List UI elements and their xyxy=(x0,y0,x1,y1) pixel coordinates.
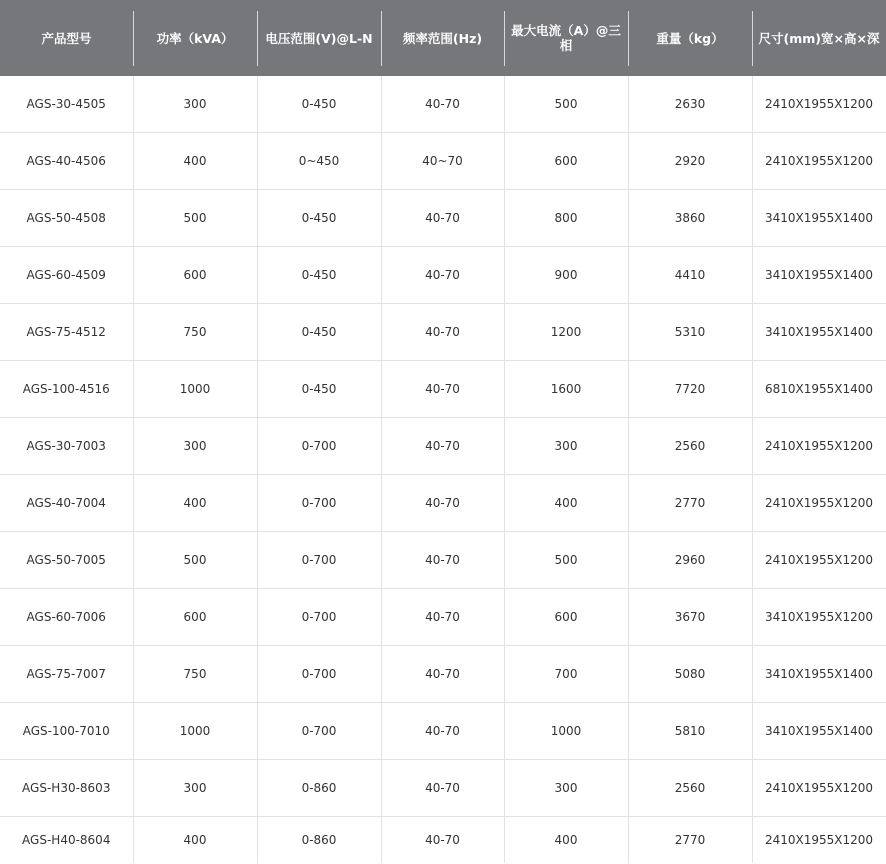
cell-max-current: 300 xyxy=(504,418,628,475)
cell-voltage-range: 0-450 xyxy=(257,304,381,361)
cell-dimensions: 2410X1955X1200 xyxy=(752,532,886,589)
cell-weight: 2630 xyxy=(628,76,752,133)
header-dimensions: 尺寸(mm)宽×高×深 xyxy=(752,1,886,76)
cell-power: 500 xyxy=(133,532,257,589)
cell-max-current: 500 xyxy=(504,76,628,133)
cell-max-current: 400 xyxy=(504,475,628,532)
cell-voltage-range: 0-450 xyxy=(257,247,381,304)
header-row xyxy=(0,1,886,76)
cell-dimensions: 2410X1955X1200 xyxy=(752,133,886,190)
cell-voltage-range: 0-700 xyxy=(257,475,381,532)
cell-model: AGS-75-7007 xyxy=(0,646,133,703)
cell-model: AGS-H30-8603 xyxy=(0,760,133,817)
table-row xyxy=(0,133,886,190)
header-power: 功率（kVA） xyxy=(133,1,257,76)
cell-power: 400 xyxy=(133,475,257,532)
cell-dimensions: 3410X1955X1400 xyxy=(752,247,886,304)
cell-model: AGS-30-7003 xyxy=(0,418,133,475)
cell-frequency-range: 40-70 xyxy=(381,589,504,646)
table-row xyxy=(0,703,886,760)
cell-model: AGS-H40-8604 xyxy=(0,817,133,863)
cell-voltage-range: 0-700 xyxy=(257,589,381,646)
table-row xyxy=(0,304,886,361)
cell-model: AGS-75-4512 xyxy=(0,304,133,361)
header-max-current: 最大电流（A）@三相 xyxy=(504,1,628,76)
cell-weight: 2560 xyxy=(628,418,752,475)
cell-max-current: 600 xyxy=(504,133,628,190)
table-row xyxy=(0,817,886,863)
cell-max-current: 300 xyxy=(504,760,628,817)
cell-frequency-range: 40-70 xyxy=(381,475,504,532)
table-row xyxy=(0,418,886,475)
cell-model: AGS-50-4508 xyxy=(0,190,133,247)
cell-model: AGS-50-7005 xyxy=(0,532,133,589)
cell-voltage-range: 0-450 xyxy=(257,190,381,247)
table-row xyxy=(0,589,886,646)
cell-weight: 5310 xyxy=(628,304,752,361)
cell-dimensions: 2410X1955X1200 xyxy=(752,760,886,817)
cell-dimensions: 3410X1955X1200 xyxy=(752,589,886,646)
cell-frequency-range: 40-70 xyxy=(381,703,504,760)
cell-frequency-range: 40-70 xyxy=(381,418,504,475)
cell-weight: 2920 xyxy=(628,133,752,190)
cell-dimensions: 6810X1955X1400 xyxy=(752,361,886,418)
cell-dimensions: 2410X1955X1200 xyxy=(752,817,886,863)
cell-power: 1000 xyxy=(133,703,257,760)
cell-frequency-range: 40-70 xyxy=(381,247,504,304)
cell-power: 750 xyxy=(133,304,257,361)
cell-voltage-range: 0~450 xyxy=(257,133,381,190)
cell-weight: 7720 xyxy=(628,361,752,418)
cell-frequency-range: 40-70 xyxy=(381,76,504,133)
cell-power: 600 xyxy=(133,247,257,304)
cell-max-current: 600 xyxy=(504,589,628,646)
cell-frequency-range: 40-70 xyxy=(381,646,504,703)
cell-frequency-range: 40-70 xyxy=(381,760,504,817)
cell-frequency-range: 40-70 xyxy=(381,817,504,863)
cell-model: AGS-40-4506 xyxy=(0,133,133,190)
cell-voltage-range: 0-860 xyxy=(257,760,381,817)
cell-dimensions: 2410X1955X1200 xyxy=(752,76,886,133)
table-row xyxy=(0,532,886,589)
header-model: 产品型号 xyxy=(0,1,133,76)
cell-weight: 3670 xyxy=(628,589,752,646)
cell-frequency-range: 40-70 xyxy=(381,532,504,589)
header-frequency-range: 频率范围(Hz) xyxy=(381,1,504,76)
cell-voltage-range: 0-450 xyxy=(257,361,381,418)
table-row xyxy=(0,247,886,304)
cell-model: AGS-100-7010 xyxy=(0,703,133,760)
cell-voltage-range: 0-700 xyxy=(257,418,381,475)
cell-power: 500 xyxy=(133,190,257,247)
cell-voltage-range: 0-700 xyxy=(257,646,381,703)
cell-power: 600 xyxy=(133,589,257,646)
cell-dimensions: 2410X1955X1200 xyxy=(752,475,886,532)
cell-model: AGS-40-7004 xyxy=(0,475,133,532)
cell-voltage-range: 0-700 xyxy=(257,703,381,760)
table-row xyxy=(0,361,886,418)
table-row xyxy=(0,76,886,133)
cell-voltage-range: 0-450 xyxy=(257,76,381,133)
cell-dimensions: 3410X1955X1400 xyxy=(752,190,886,247)
header-weight: 重量（kg） xyxy=(628,1,752,76)
cell-weight: 2770 xyxy=(628,817,752,863)
header-voltage-range: 电压范围(V)@L-N xyxy=(257,1,381,76)
cell-max-current: 800 xyxy=(504,190,628,247)
cell-dimensions: 3410X1955X1400 xyxy=(752,304,886,361)
cell-power: 400 xyxy=(133,817,257,863)
cell-model: AGS-60-7006 xyxy=(0,589,133,646)
table-row xyxy=(0,760,886,817)
cell-power: 750 xyxy=(133,646,257,703)
cell-power: 300 xyxy=(133,418,257,475)
table-header xyxy=(0,1,886,76)
cell-weight: 3860 xyxy=(628,190,752,247)
cell-weight: 5080 xyxy=(628,646,752,703)
cell-max-current: 500 xyxy=(504,532,628,589)
cell-model: AGS-60-4509 xyxy=(0,247,133,304)
cell-frequency-range: 40-70 xyxy=(381,361,504,418)
table-row xyxy=(0,475,886,532)
cell-power: 300 xyxy=(133,760,257,817)
cell-weight: 2960 xyxy=(628,532,752,589)
table-row xyxy=(0,646,886,703)
cell-dimensions: 2410X1955X1200 xyxy=(752,418,886,475)
cell-max-current: 900 xyxy=(504,247,628,304)
cell-power: 1000 xyxy=(133,361,257,418)
cell-dimensions: 3410X1955X1400 xyxy=(752,703,886,760)
cell-weight: 5810 xyxy=(628,703,752,760)
cell-dimensions: 3410X1955X1400 xyxy=(752,646,886,703)
cell-max-current: 700 xyxy=(504,646,628,703)
cell-model: AGS-100-4516 xyxy=(0,361,133,418)
cell-max-current: 1000 xyxy=(504,703,628,760)
cell-max-current: 1200 xyxy=(504,304,628,361)
cell-max-current: 1600 xyxy=(504,361,628,418)
cell-weight: 4410 xyxy=(628,247,752,304)
cell-model: AGS-30-4505 xyxy=(0,76,133,133)
table-body xyxy=(0,76,886,863)
cell-frequency-range: 40-70 xyxy=(381,190,504,247)
cell-frequency-range: 40-70 xyxy=(381,304,504,361)
cell-max-current: 400 xyxy=(504,817,628,863)
cell-frequency-range: 40~70 xyxy=(381,133,504,190)
cell-power: 400 xyxy=(133,133,257,190)
cell-voltage-range: 0-700 xyxy=(257,532,381,589)
cell-weight: 2560 xyxy=(628,760,752,817)
table-row xyxy=(0,190,886,247)
cell-voltage-range: 0-860 xyxy=(257,817,381,863)
cell-power: 300 xyxy=(133,76,257,133)
cell-weight: 2770 xyxy=(628,475,752,532)
